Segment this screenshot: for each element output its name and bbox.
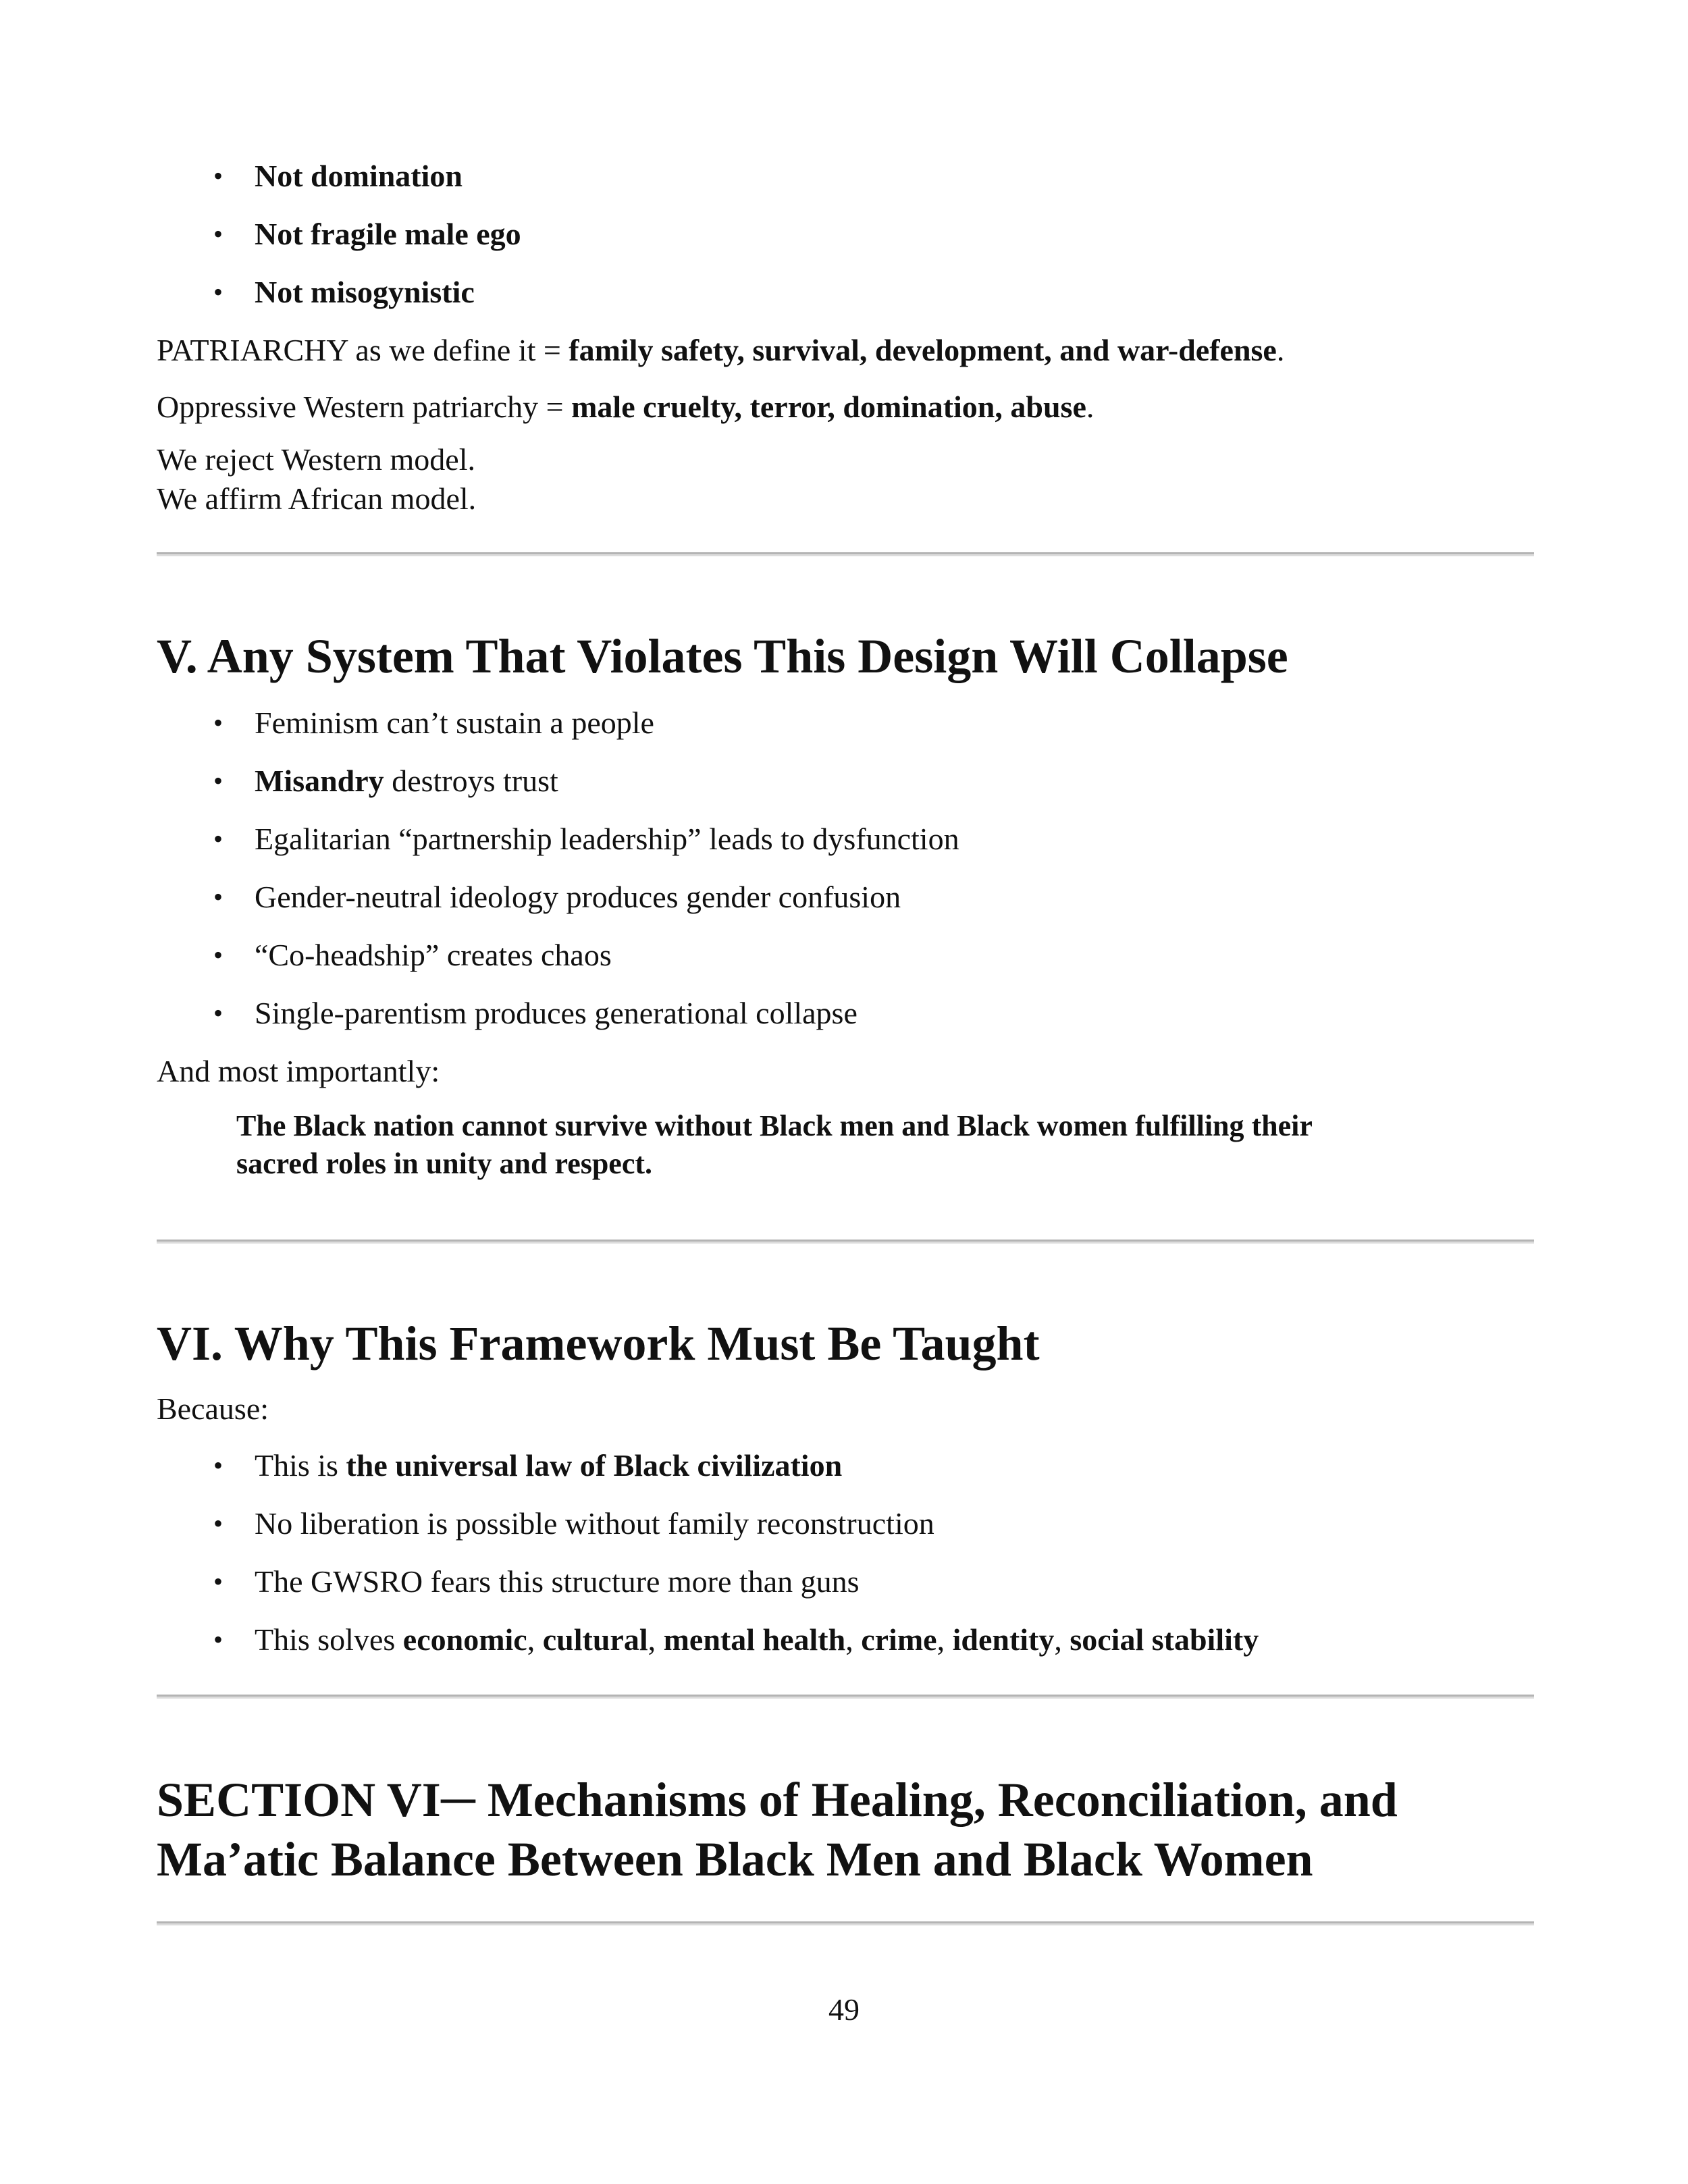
list-item: • Not misogynistic <box>157 273 521 312</box>
list-item: • Feminism can’t sustain a people <box>157 703 959 743</box>
oppressive-definition: Oppressive Western patriarchy = male cruelty, terror, domination, abuse. <box>157 390 1094 424</box>
bullet-icon: • <box>213 277 223 307</box>
list-item: • The GWSRO fears this structure more than guns <box>157 1562 1259 1601</box>
bullet-icon: • <box>213 708 223 738</box>
section6-bullet-list <box>157 1446 1259 1678</box>
list-item: • This solves economic, cultural, mental health, crime, identity, social stability <box>157 1620 1259 1659</box>
bullet-icon: • <box>213 1450 223 1481</box>
bullet-icon: • <box>213 1508 223 1539</box>
section-heading: V. Any System That Violates This Design Will Collapse <box>157 629 1288 683</box>
list-item: • Egalitarian “partnership leadership” leads to dysfunction <box>157 820 959 859</box>
list-item: • Not fragile male ego <box>157 215 521 254</box>
section-heading-line: SECTION VI─ Mechanisms of Healing, Reconciliation, and <box>157 1773 1398 1827</box>
bullet-icon: • <box>213 824 223 854</box>
bullet-icon: • <box>213 219 223 249</box>
affirm-line: We affirm African model. <box>157 481 477 516</box>
list-item: • Single-parentism produces generational collapse <box>157 994 959 1033</box>
section-divider <box>157 1240 1534 1244</box>
section-heading: VI. Why This Framework Must Be Taught <box>157 1316 1040 1370</box>
bullet-icon: • <box>213 1566 223 1597</box>
bullet-icon: • <box>213 161 223 191</box>
bullet-icon: • <box>213 998 223 1028</box>
lead-text: Because: <box>157 1391 269 1426</box>
bullet-icon: • <box>213 766 223 796</box>
section-divider <box>157 1921 1534 1925</box>
bullet-icon: • <box>213 882 223 912</box>
patriarchy-definition: PATRIARCHY as we define it = family safety, survival, development, and war-defense. <box>157 333 1285 367</box>
list-item: • This is the universal law of Black civilization <box>157 1446 1259 1485</box>
section-divider <box>157 552 1534 556</box>
section-divider <box>157 1695 1534 1699</box>
list-item: • Misandry destroys trust <box>157 762 959 801</box>
list-item: • Gender-neutral ideology produces gender confusion <box>157 878 959 917</box>
list-item: • No liberation is possible without family reconstruction <box>157 1504 1259 1543</box>
block-quote-line: The Black nation cannot survive without Black men and Black women fulfilling their <box>236 1109 1313 1142</box>
bullet-icon: • <box>213 1624 223 1655</box>
list-item: • “Co-headship” creates chaos <box>157 936 959 975</box>
page-number: 49 <box>828 1992 860 2027</box>
section-heading-line: Ma’atic Balance Between Black Men and Black Women <box>157 1832 1313 1886</box>
block-quote-line: sacred roles in unity and respect. <box>236 1147 653 1180</box>
reject-line: We reject Western model. <box>157 442 475 477</box>
list-item: • Not domination <box>157 157 521 196</box>
section5-bullet-list <box>157 703 959 1052</box>
top-bullet-list <box>157 157 521 331</box>
lead-text: And most importantly: <box>157 1054 440 1088</box>
bullet-icon: • <box>213 940 223 970</box>
